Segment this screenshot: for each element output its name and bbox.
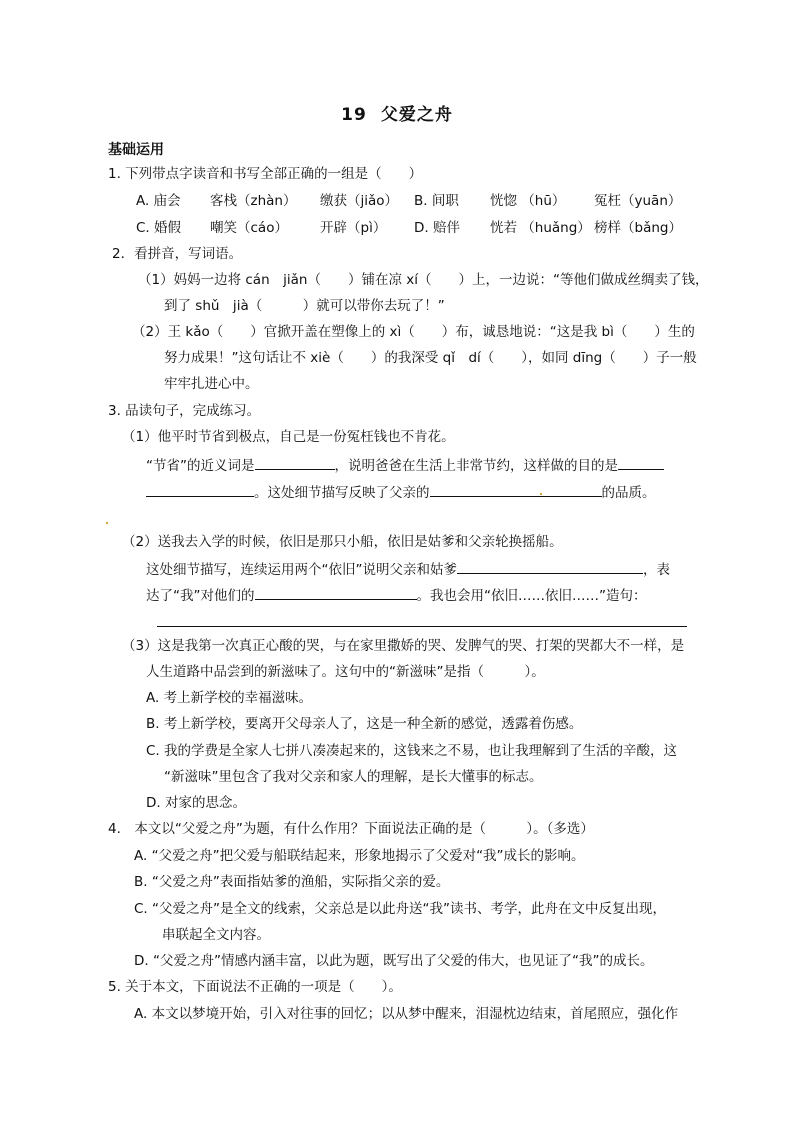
q2-stem: 2．看拼音，写词语。 xyxy=(112,246,243,262)
q3-s1-text-b: ，说明爸爸在生活上非常节约，这样做的目的是 xyxy=(334,458,618,474)
q1-opt-a-word2: 客栈（zhàn） xyxy=(210,193,297,209)
q2-part1-line1: （1）妈妈一边将 cán jiǎn（ ）铺在凉 xí（ ）上，一边说：“等他们做成丝绸卖了钱， xyxy=(138,272,709,288)
answer-blank[interactable] xyxy=(457,559,643,574)
q1-options-row-1 xyxy=(136,192,696,210)
answer-blank[interactable] xyxy=(618,455,664,470)
answer-blank[interactable] xyxy=(255,585,417,600)
answer-blank[interactable] xyxy=(146,482,254,497)
q2-part2-line1: （2）王 kǎo（ ）官掀开盖在塑像上的 xì（ ）布，诚恳地说：“这是我 bì（ ）生的 xyxy=(132,324,695,340)
q2-part1-line2: 到了 shǔ jià（ ）就可以带你去玩了！” xyxy=(164,298,445,314)
lesson-title xyxy=(0,100,794,125)
q3-sentence-3-line1: （3）这是我第一次真正心酸的哭，与在家里撒娇的哭、发脾气的哭、打架的哭都大不一样，是 xyxy=(122,638,685,654)
q4-stem: 4. 本文以“父爱之舟”为题，有什么作用？下面说法正确的是（ ）。（多选） xyxy=(108,821,594,837)
q3-s2-text-b: ，表 xyxy=(643,562,670,578)
answer-line[interactable] xyxy=(157,626,687,627)
q3-s1-text-a: “节省”的近义词是 xyxy=(146,458,255,474)
q3-s2-text-a: 这处细节描写，连续运用两个“依旧”说明父亲和姑爹 xyxy=(146,562,457,578)
q1-opt-b-word2: 恍惚 （hū） xyxy=(490,193,566,209)
q1-opt-c-word3: 开辟（pì） xyxy=(320,220,387,236)
q3-stem: 3. 品读句子，完成练习。 xyxy=(108,403,261,419)
q3-s2-question-line2 xyxy=(146,585,647,605)
answer-blank[interactable] xyxy=(255,455,335,470)
q1-opt-c-word2: 嘲笑（cáo） xyxy=(210,220,288,236)
q3-s2-text-d: 。我也会用“依旧……依旧……”造句： xyxy=(416,588,647,604)
q1-opt-b: B. 间职 xyxy=(414,193,459,209)
stray-mark xyxy=(106,522,108,524)
q3-option-c-line2: “新滋味”里包含了我对父亲和家人的理解，是长大懂事的标志。 xyxy=(164,769,543,785)
q3-s1-question-line1 xyxy=(146,455,664,475)
q2-part2-line3: 牢牢扎进心中。 xyxy=(164,376,259,392)
q3-sentence-3-line2: 人生道路中品尝到的新滋味了。这句中的“新滋味”是指（ ）。 xyxy=(146,664,545,680)
q5-stem: 5. 关于本文，下面说法不正确的一项是（ ）。 xyxy=(108,979,402,995)
q1-opt-d: D. 赔伴 xyxy=(414,220,460,236)
q1-stem: 1. 下列带点字读音和书写全部正确的一组是（ ） xyxy=(108,166,423,182)
q1-options-row-2 xyxy=(136,219,696,237)
q1-opt-a: A. 庙会 xyxy=(136,193,181,209)
q3-option-d: D. 对家的思念。 xyxy=(146,795,246,811)
q3-option-b: B. 考上新学校，要离开父母亲人了，这是一种全新的感觉，透露着伤感。 xyxy=(146,716,583,732)
q1-opt-d-word3: 榜样（bǎng） xyxy=(594,220,682,236)
q3-option-c-line1: C. 我的学费是全家人七拼八凑凑起来的，这钱来之不易，也让我理解到了生活的辛酸，这 xyxy=(146,743,678,759)
q3-s1-text-d: 的品质。 xyxy=(601,485,656,501)
q4-option-c-line1: C. “父爱之舟”是全文的线索，父亲总是以此舟送“我”读书、考学，此舟在文中反复出现， xyxy=(134,901,666,917)
q1-opt-a-word3: 缴获（jiǎo） xyxy=(320,193,399,209)
q3-s2-question-line1 xyxy=(146,559,670,579)
lesson-name: 父爱之舟 xyxy=(380,105,453,125)
lesson-number: 19 xyxy=(341,105,367,125)
q3-option-a: A. 考上新学校的幸福滋味。 xyxy=(146,690,313,706)
q3-s1-text-c: 。这处细节描写反映了父亲的 xyxy=(254,485,430,501)
q4-option-a: A. “父爱之舟”把父爱与船联结起来，形象地揭示了父爱对“我”成长的影响。 xyxy=(134,848,585,864)
q2-part2-line2: 努力成果！”这句话让不 xiè（ ）的我深受 qǐ dí（ ），如同 dīng（ ）子一般 xyxy=(164,350,697,366)
stray-mark xyxy=(540,493,542,495)
q4-option-d: D. “父爱之舟”情感内涵丰富，以此为题，既写出了父爱的伟大，也见证了“我”的成长。 xyxy=(134,953,654,969)
q1-opt-d-word2: 恍若 （huǎng） xyxy=(490,220,591,236)
q5-option-a: A. 本文以梦境开始，引入对往事的回忆；以从梦中醒来，泪湿枕边结束，首尾照应，强化作 xyxy=(134,1006,679,1022)
q3-sentence-1: （1）他平时节省到极点，自己是一份冤枉钱也不肯花。 xyxy=(122,429,455,445)
answer-blank[interactable] xyxy=(430,482,602,497)
q3-s2-text-c: 达了“我”对他们的 xyxy=(146,588,255,604)
q4-option-b: B. “父爱之舟”表面指姑爹的渔船，实际指父亲的爱。 xyxy=(134,874,450,890)
q1-opt-c: C. 婚假 xyxy=(136,220,182,236)
section-heading: 基础运用 xyxy=(108,142,164,158)
q3-sentence-2: （2）送我去入学的时候，依旧是那只小船，依旧是姑爹和父亲轮换摇船。 xyxy=(122,534,563,550)
q4-option-c-line2: 串联起全文内容。 xyxy=(162,927,270,943)
q3-s1-question-line2 xyxy=(146,482,656,502)
q1-opt-b-word3: 冤枉（yuān） xyxy=(594,193,682,209)
